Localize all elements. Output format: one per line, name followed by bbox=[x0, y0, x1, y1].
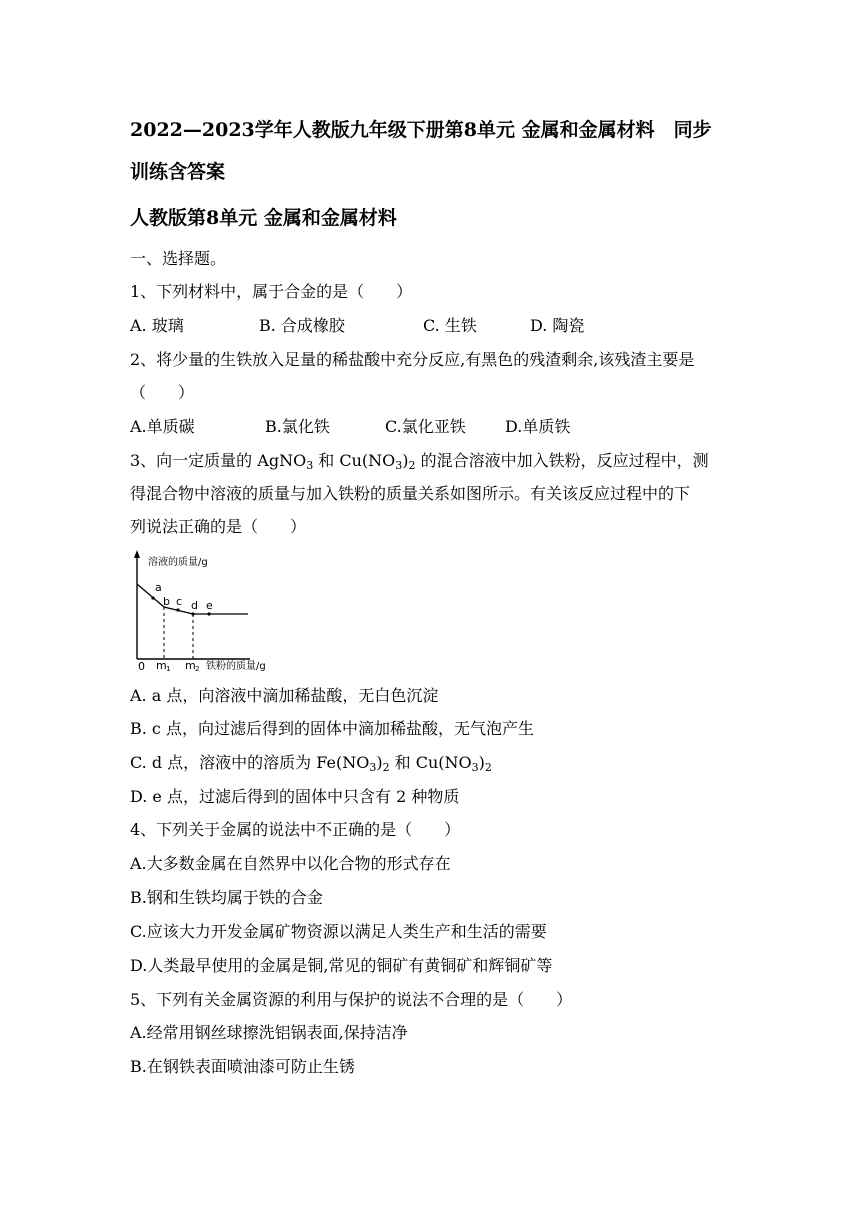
q4-stem: 4、下列关于金属的说法中不正确的是（ ） bbox=[130, 820, 461, 839]
q3-stem-a: 3、向一定质量的 AgNO bbox=[130, 451, 307, 470]
q3-sub-3: 3 bbox=[306, 459, 314, 472]
origin-label: 0 bbox=[138, 660, 145, 672]
section-heading: 一、选择题。 bbox=[130, 249, 227, 268]
q2-stem-line2: （ ） bbox=[130, 383, 195, 402]
q3-option-b: B. c 点，向过滤后得到的固体中滴加稀盐酸，无气泡产生 bbox=[130, 719, 534, 738]
point-e-label: e bbox=[206, 599, 213, 612]
document-title-line1: 2022—2023学年人教版九年级下册第8单元 金属和金属材料 同步 bbox=[130, 119, 712, 141]
m1-subscript: 1 bbox=[166, 665, 171, 672]
point-d-dot bbox=[191, 612, 194, 615]
q3-option-c-sub3: 3 bbox=[369, 761, 377, 774]
q3-option-c-b-close: ) bbox=[376, 753, 383, 772]
point-d-label: d bbox=[191, 599, 198, 612]
q2-option-b: B.氯化铁 bbox=[265, 417, 330, 436]
point-a-label: a bbox=[155, 581, 162, 594]
q3-option-c-c: ) bbox=[478, 753, 485, 772]
q3-stem-line3: 列说法正确的是（ ） bbox=[130, 517, 307, 536]
q4-option-b: B.钢和生铁均属于铁的合金 bbox=[130, 888, 323, 907]
q1-stem: 1、下列材料中，属于合金的是（ ） bbox=[130, 282, 413, 301]
q5-stem: 5、下列有关金属资源的利用与保护的说法不合理的是（ ） bbox=[130, 990, 573, 1009]
q3-stem-line2: 得混合物中溶液的质量与加入铁粉的质量关系如图所示。有关该反应过程中的下 bbox=[130, 484, 691, 503]
q3-option-c-sub2: 2 bbox=[382, 761, 390, 774]
y-axis-label: 溶液的质量/g bbox=[148, 557, 208, 568]
q4-option-d: D.人类最早使用的金属是铜,常见的铜矿有黄铜矿和辉铜矿等 bbox=[130, 956, 553, 975]
q3-option-c-sub2b: 2 bbox=[484, 761, 492, 774]
q5-option-b: B.在钢铁表面喷油漆可防止生锈 bbox=[130, 1057, 355, 1076]
q5-option-a: A.经常用钢丝球擦洗铝锅表面,保持洁净 bbox=[130, 1023, 408, 1042]
point-e-dot bbox=[207, 612, 210, 615]
q3-option-c-b: 和 Cu(NO bbox=[389, 753, 472, 772]
m1-label: m bbox=[156, 659, 167, 672]
q1-option-c: C. 生铁 bbox=[423, 316, 477, 335]
q2-option-a: A.单质碳 bbox=[130, 417, 195, 436]
q1-option-d: D. 陶瓷 bbox=[530, 316, 585, 335]
x-axis-label: 铁粉的质量/g bbox=[206, 661, 266, 672]
solution-mass-graph bbox=[130, 548, 290, 672]
document-title-line2: 训练含答案 bbox=[130, 161, 226, 183]
q3-stem-d: 的混合溶液中加入铁粉，反应过程中，测 bbox=[415, 451, 709, 470]
q1-option-b: B. 合成橡胶 bbox=[259, 316, 345, 335]
m2-label: m bbox=[185, 659, 196, 672]
q3-option-c-a: C. d 点，溶液中的溶质为 Fe(NO bbox=[130, 753, 370, 772]
q4-option-a: A.大多数金属在自然界中以化合物的形式存在 bbox=[130, 854, 451, 873]
point-c-dot bbox=[176, 608, 179, 611]
point-c-label: c bbox=[176, 595, 183, 608]
q2-stem-line1: 2、将少量的生铁放入足量的稀盐酸中充分反应,有黑色的残渣剩余,该残渣主要是 bbox=[130, 350, 695, 369]
q4-option-c: C.应该大力开发金属矿物资源以满足人类生产和生活的需要 bbox=[130, 922, 547, 941]
q2-option-c: C.氯化亚铁 bbox=[385, 417, 466, 436]
q3-stem-line1 bbox=[130, 451, 709, 471]
q3-option-d: D. e 点，过滤后得到的固体中只含有 2 种物质 bbox=[130, 787, 460, 806]
q3-option-c-sub3b: 3 bbox=[471, 761, 479, 774]
unit-subtitle: 人教版第8单元 金属和金属材料 bbox=[130, 207, 397, 229]
point-b-label: b bbox=[163, 595, 170, 608]
m2-subscript: 2 bbox=[195, 665, 200, 672]
point-a-dot bbox=[151, 596, 154, 599]
q3-stem-c: ) bbox=[402, 451, 409, 470]
y-axis-arrow bbox=[134, 550, 140, 558]
q3-sub-2: 2 bbox=[408, 459, 416, 472]
q3-option-a: A. a 点，向溶液中滴加稀盐酸，无白色沉淀 bbox=[130, 686, 439, 705]
q2-option-d: D.单质铁 bbox=[505, 417, 571, 436]
q1-option-a: A. 玻璃 bbox=[130, 316, 184, 335]
q3-option-c bbox=[130, 753, 492, 773]
q3-stem-b: 和 Cu(NO bbox=[313, 451, 396, 470]
q3-sub-3b: 3 bbox=[395, 459, 403, 472]
